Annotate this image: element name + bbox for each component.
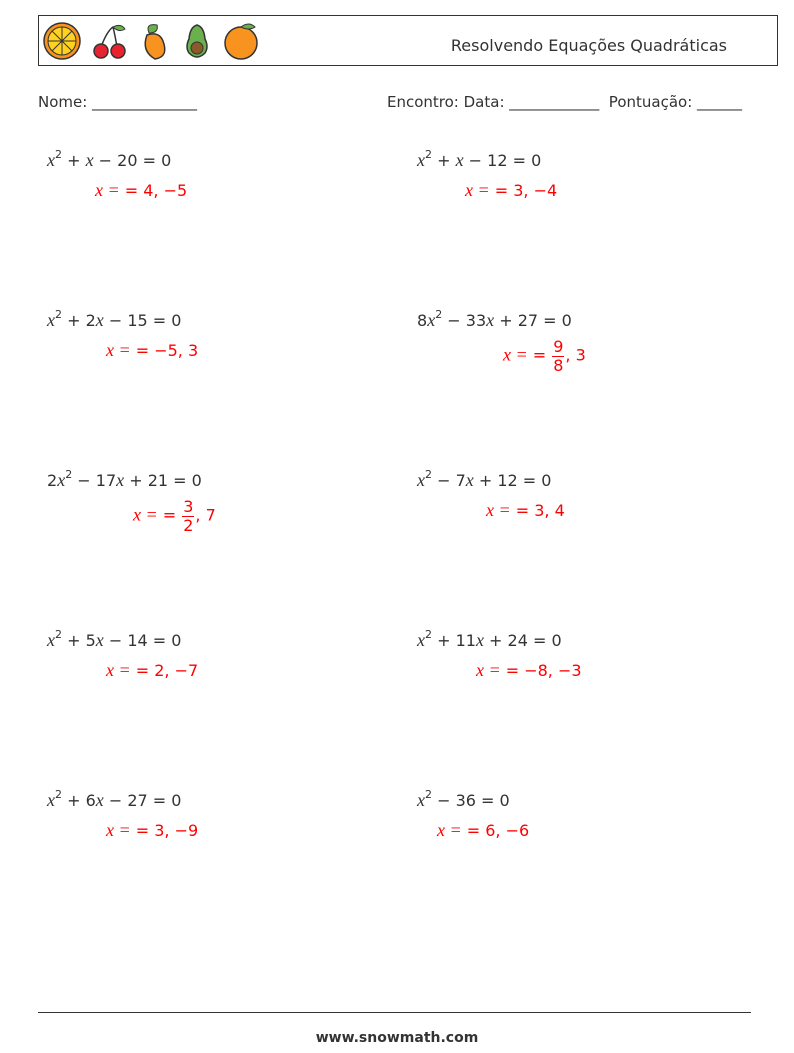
- equation-1: [47, 150, 171, 171]
- denominator: 2: [183, 516, 194, 535]
- variable: x: [47, 630, 55, 650]
- cherries-icon: [89, 21, 129, 61]
- variable: x: [465, 470, 474, 490]
- equation-10: [417, 790, 510, 811]
- variable: x: [85, 150, 94, 170]
- fraction: [552, 338, 564, 375]
- equals: =: [157, 505, 182, 525]
- exponent: 2: [435, 308, 443, 321]
- term: − 33: [442, 311, 487, 330]
- numerator: 3: [183, 497, 194, 516]
- answer-variable: x =: [476, 660, 501, 680]
- equation-9: [47, 790, 181, 811]
- equals: =: [130, 661, 155, 680]
- answer-rest: , 3: [565, 345, 586, 365]
- answer-2: [465, 180, 557, 201]
- answer-8: [476, 660, 582, 681]
- variable: x: [47, 150, 55, 170]
- term: +: [62, 151, 86, 170]
- mango-icon: [135, 21, 175, 61]
- variable: x: [47, 790, 55, 810]
- term: + 24 = 0: [483, 631, 562, 650]
- term: + 2: [62, 311, 96, 330]
- variable: x: [95, 790, 104, 810]
- variable: x: [417, 630, 425, 650]
- exponent: 2: [425, 628, 432, 641]
- variable: x: [455, 150, 464, 170]
- answer-6: [486, 500, 565, 521]
- answer-4: [503, 338, 586, 375]
- answer-1: [95, 180, 187, 201]
- answer-values: 4, −5: [143, 181, 188, 200]
- numerator: 9: [553, 337, 564, 356]
- answer-values: −5, 3: [154, 341, 199, 360]
- variable: x: [417, 470, 425, 490]
- answer-values: 2, −7: [154, 661, 199, 680]
- variable: x: [116, 470, 125, 490]
- answer-5: [133, 498, 216, 535]
- equation-5: [47, 470, 202, 491]
- term: + 11: [432, 631, 476, 650]
- answer-9: [106, 820, 198, 841]
- equals: =: [489, 181, 514, 200]
- term: − 14 = 0: [103, 631, 182, 650]
- answer-variable: x =: [465, 180, 490, 200]
- term: +: [432, 151, 456, 170]
- answer-variable: x =: [106, 820, 131, 840]
- equation-7: [47, 630, 181, 651]
- equals: =: [510, 501, 535, 520]
- equation-2: [417, 150, 541, 171]
- answer-7: [106, 660, 198, 681]
- answer-variable: x =: [106, 660, 131, 680]
- exponent: 2: [425, 788, 432, 801]
- avocado-icon: [177, 21, 217, 61]
- answer-rest: , 7: [195, 505, 216, 525]
- exponent: 2: [65, 468, 73, 481]
- exponent: 2: [55, 308, 62, 321]
- answer-values: −8, −3: [524, 661, 582, 680]
- variable: x: [427, 310, 436, 330]
- fraction: [182, 498, 194, 535]
- equals: =: [500, 661, 525, 680]
- equation-8: [417, 630, 562, 651]
- exponent: 2: [425, 148, 432, 161]
- answer-values: 6, −6: [485, 821, 530, 840]
- answer-values: 3, −4: [513, 181, 558, 200]
- variable: x: [47, 310, 55, 330]
- answer-variable: x =: [95, 180, 120, 200]
- answer-3: [106, 340, 198, 361]
- worksheet-header: [38, 15, 778, 66]
- term: + 27 = 0: [494, 311, 572, 330]
- term: − 7: [432, 471, 466, 490]
- worksheet-title: Resolvendo Equações Quadráticas: [450, 36, 727, 55]
- name-field: Nome: ______________: [38, 93, 198, 111]
- exponent: 2: [425, 468, 432, 481]
- variable: x: [475, 630, 484, 650]
- orange-icon: [221, 21, 261, 61]
- term: + 12 = 0: [473, 471, 552, 490]
- term: + 6: [62, 791, 96, 810]
- answer-variable: x =: [106, 340, 131, 360]
- answer-variable: x =: [486, 500, 511, 520]
- term: − 15 = 0: [103, 311, 182, 330]
- equation-3: [47, 310, 181, 331]
- variable: x: [95, 630, 104, 650]
- answer-variable: x =: [437, 820, 462, 840]
- equals: =: [461, 821, 486, 840]
- equation-4: [417, 310, 572, 331]
- answer-10: [437, 820, 529, 841]
- exponent: 2: [55, 628, 62, 641]
- variable: x: [95, 310, 104, 330]
- footer-url: www.snowmath.com: [315, 1030, 479, 1046]
- answer-values: 3, −9: [154, 821, 199, 840]
- equation-6: [417, 470, 551, 491]
- footer-divider: [38, 1012, 751, 1013]
- equals: =: [527, 345, 552, 365]
- orange-slice-icon: [42, 21, 82, 61]
- term: − 36 = 0: [432, 791, 510, 810]
- answer-values: 3, 4: [534, 501, 565, 520]
- term: + 21 = 0: [124, 471, 202, 490]
- encounter-date-score: Encontro: Data: ____________ Pontuação: ______: [387, 93, 743, 111]
- equals: =: [130, 821, 155, 840]
- equals: =: [119, 181, 144, 200]
- term: − 20 = 0: [93, 151, 172, 170]
- variable: x: [417, 150, 425, 170]
- variable: x: [57, 470, 66, 490]
- denominator: 8: [553, 356, 564, 375]
- exponent: 2: [55, 788, 62, 801]
- equals: =: [130, 341, 155, 360]
- variable: x: [486, 310, 495, 330]
- answer-variable: x =: [133, 504, 158, 525]
- variable: x: [417, 790, 425, 810]
- coefficient: 8: [417, 311, 428, 330]
- coefficient: 2: [47, 471, 58, 490]
- term: − 27 = 0: [103, 791, 182, 810]
- term: − 17: [72, 471, 117, 490]
- answer-variable: x =: [503, 344, 528, 365]
- term: + 5: [62, 631, 96, 650]
- term: − 12 = 0: [463, 151, 542, 170]
- exponent: 2: [55, 148, 62, 161]
